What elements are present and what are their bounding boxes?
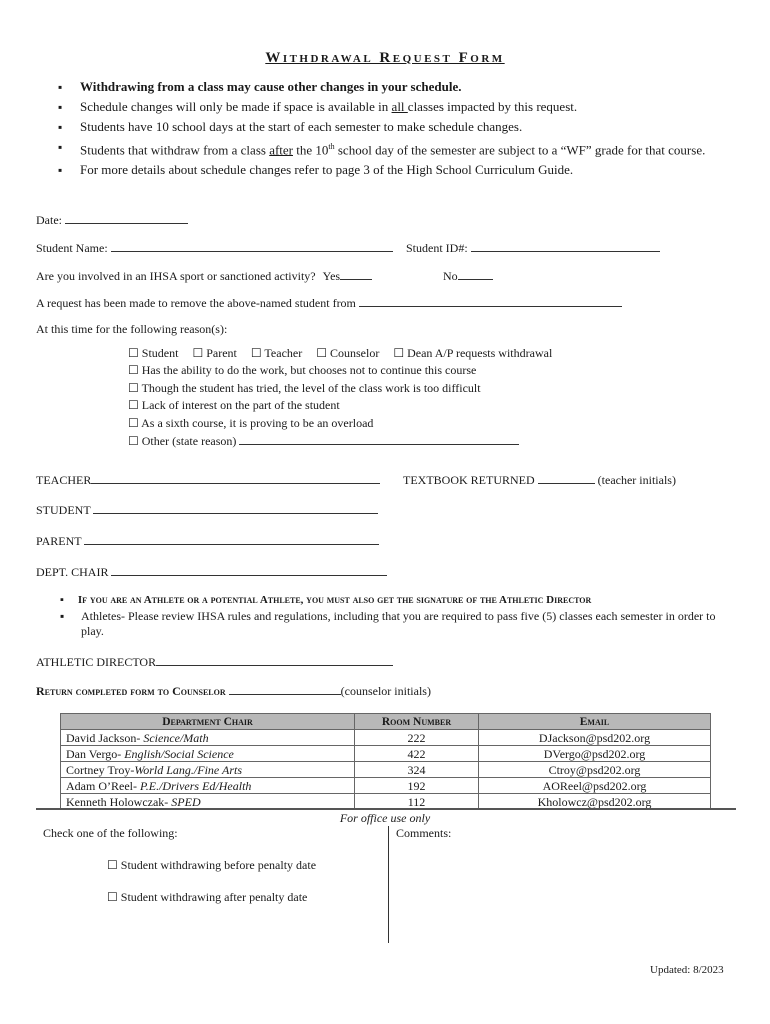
requester-parent-checkbox[interactable]: ☐ Parent xyxy=(192,346,237,360)
textbook-row xyxy=(403,472,676,488)
teacher-row xyxy=(36,472,380,488)
parent-signature-field[interactable] xyxy=(84,533,379,545)
athletic-director-signature-field[interactable] xyxy=(156,654,393,666)
info-bullets xyxy=(58,77,728,180)
office-divider xyxy=(36,808,736,810)
office-comments-label: Comments: xyxy=(396,826,452,840)
form-title: Withdrawal Request Form xyxy=(265,50,505,66)
room-cell: 222 xyxy=(355,730,479,746)
header-dept-chair: Department Chair xyxy=(61,714,355,730)
chair-cell: David Jackson- Science/Math xyxy=(61,730,355,746)
room-cell: 112 xyxy=(355,794,479,810)
chair-cell: Adam O’Reel- P.E./Drivers Ed/Health xyxy=(61,778,355,794)
dept-chair-row xyxy=(36,564,387,580)
office-check-label: Check one of the following: xyxy=(43,826,178,840)
date-row xyxy=(36,212,188,228)
room-cell: 422 xyxy=(355,746,479,762)
course-field[interactable] xyxy=(359,295,622,307)
email-cell[interactable]: AOReel@psd202.org xyxy=(479,778,711,794)
email-cell[interactable]: DVergo@psd202.org xyxy=(479,746,711,762)
counselor-initials-label: (counselor initials) xyxy=(340,684,431,698)
yes-field[interactable] xyxy=(340,268,372,280)
chair-cell: Kenneth Holowczak- SPED xyxy=(61,794,355,810)
athlete-note-1: ▪ If you are an Athlete or a potential Athlete, you must also get the signature of the Athletic Director xyxy=(60,594,592,606)
reason-checkbox-overload[interactable]: ☐ As a sixth course, it is proving to be an overload xyxy=(128,416,374,430)
email-cell[interactable]: DJackson@psd202.org xyxy=(479,730,711,746)
bullet-item: ▪ Withdrawing from a class may cause other changes in your schedule. xyxy=(58,77,728,97)
ihsa-no xyxy=(443,268,493,284)
student-name-row xyxy=(36,240,393,256)
student-id-label: Student ID#: xyxy=(406,241,468,255)
email-cell[interactable]: Ctroy@psd202.org xyxy=(479,762,711,778)
no-label: No xyxy=(443,269,458,283)
email-cell[interactable]: Kholowcz@psd202.org xyxy=(479,794,711,810)
requester-student-checkbox[interactable]: ☐ Student xyxy=(128,346,179,360)
textbook-label: TEXTBOOK RETURNED xyxy=(403,473,535,487)
department-table xyxy=(60,713,711,810)
athletic-director-label: ATHLETIC DIRECTOR xyxy=(36,655,157,669)
student-name-label: Student Name: xyxy=(36,241,108,255)
table-row xyxy=(61,762,711,778)
student-signature-field[interactable] xyxy=(93,502,378,514)
no-field[interactable] xyxy=(458,268,493,280)
ihsa-row xyxy=(36,268,372,284)
request-row xyxy=(36,295,622,311)
athletic-director-row xyxy=(36,654,393,670)
chair-cell: Dan Vergo- English/Social Science xyxy=(61,746,355,762)
athlete-note-2: ▪ Athletes- Please review IHSA rules and regulations, including that you are required to pass five (5) classes each semester in order to play. xyxy=(60,609,716,638)
reason-checkbox-ability[interactable]: ☐ Has the ability to do the work, but chooses not to continue this course xyxy=(128,363,477,377)
yes-label: Yes xyxy=(322,269,341,283)
table-row xyxy=(61,730,711,746)
date-label: Date: xyxy=(36,213,62,227)
parent-label: PARENT xyxy=(36,534,82,548)
request-label: A request has been made to remove the above-named student from xyxy=(36,296,356,310)
table-row xyxy=(61,778,711,794)
return-label: Return completed form to Counselor xyxy=(36,684,226,698)
requester-dean-checkbox[interactable]: ☐ Dean A/P requests withdrawal xyxy=(393,346,553,360)
updated-date: Updated: 8/2023 xyxy=(650,964,724,976)
date-field[interactable] xyxy=(65,212,188,224)
other-reason-field[interactable] xyxy=(239,433,519,445)
teacher-label: TEACHER xyxy=(36,473,92,487)
return-row xyxy=(36,683,431,699)
counselor-initials-field[interactable] xyxy=(229,683,341,695)
dept-chair-label: DEPT. CHAIR xyxy=(36,565,109,579)
reason-checkbox-interest[interactable]: ☐ Lack of interest on the part of the student xyxy=(128,398,340,412)
chair-cell: Cortney Troy-World Lang./Fine Arts xyxy=(61,762,355,778)
reasons-label: At this time for the following reason(s): xyxy=(36,322,228,336)
reason-checkbox-difficulty[interactable]: ☐ Though the student has tried, the level of the class work is too difficult xyxy=(128,381,481,395)
office-before-penalty-checkbox[interactable]: ☐ Student withdrawing before penalty date xyxy=(107,858,317,872)
bullet-item: ▪ Schedule changes will only be made if space is available in all classes impacted by this request. xyxy=(58,97,728,117)
header-email: Email xyxy=(479,714,711,730)
table-row xyxy=(61,746,711,762)
student-label: STUDENT xyxy=(36,503,91,517)
dept-chair-signature-field[interactable] xyxy=(111,564,387,576)
table-header-row xyxy=(61,714,711,730)
teacher-signature-field[interactable] xyxy=(91,472,380,484)
reason-checkbox-other[interactable]: ☐ Other (state reason) xyxy=(128,433,519,449)
student-name-field[interactable] xyxy=(111,240,393,252)
room-cell: 192 xyxy=(355,778,479,794)
bullet-item: ▪ Students that withdraw from a class after the 10th school day of the semester are subject to a “WF” grade for that course. xyxy=(58,137,728,160)
student-signature-row xyxy=(36,502,378,518)
room-cell: 324 xyxy=(355,762,479,778)
office-title: For office use only xyxy=(339,811,431,825)
office-vertical-divider xyxy=(388,826,389,943)
office-after-penalty-checkbox[interactable]: ☐ Student withdrawing after penalty date xyxy=(107,890,308,904)
student-id-row xyxy=(406,240,660,256)
bullet-item: ▪ For more details about schedule changes refer to page 3 of the High School Curriculum Guide. xyxy=(58,160,728,180)
student-id-field[interactable] xyxy=(471,240,660,252)
ihsa-question: Are you involved in an IHSA sport or sanctioned activity? xyxy=(36,269,316,283)
teacher-initials-label: (teacher initials) xyxy=(597,473,676,487)
requester-row xyxy=(128,346,552,361)
header-room: Room Number xyxy=(355,714,479,730)
requester-counselor-checkbox[interactable]: ☐ Counselor xyxy=(316,346,380,360)
bullet-item: ▪ Students have 10 school days at the start of each semester to make schedule changes. xyxy=(58,117,728,137)
parent-row xyxy=(36,533,379,549)
requester-teacher-checkbox[interactable]: ☐ Teacher xyxy=(250,346,303,360)
textbook-initials-field[interactable] xyxy=(538,472,595,484)
